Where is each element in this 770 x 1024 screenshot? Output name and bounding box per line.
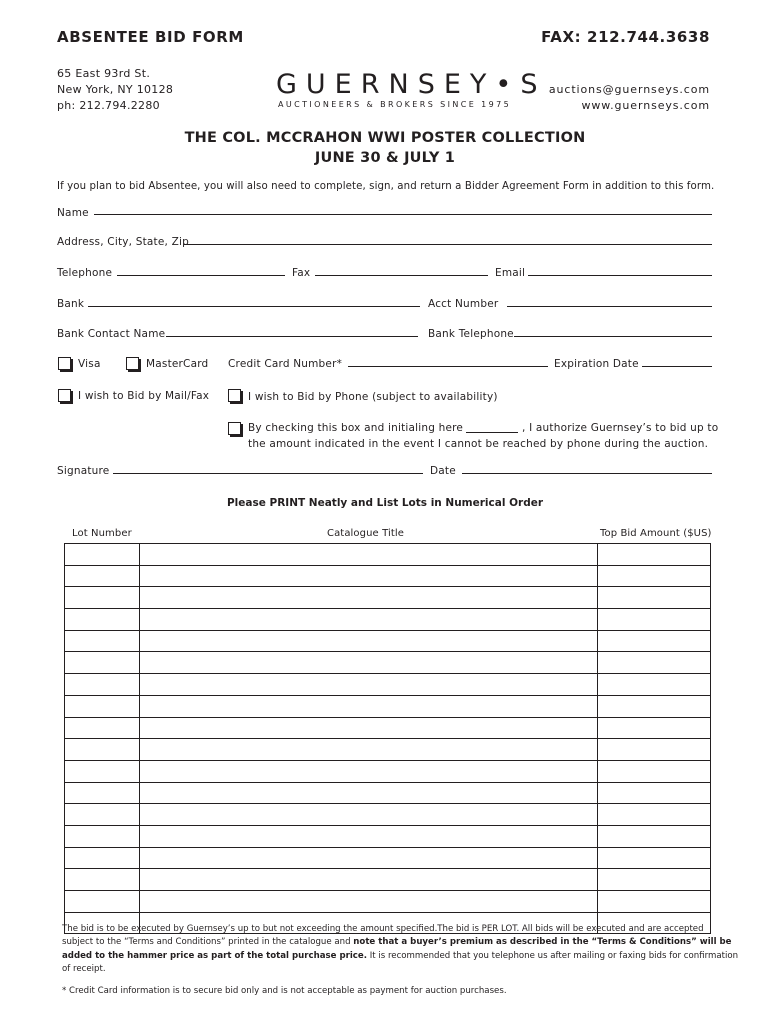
print-instructions: Please PRINT Neatly and List Lots in Numerical Order [226,497,544,509]
lot-row [65,847,711,869]
acct-number-field[interactable] [507,306,712,307]
acct-number-label: Acct Number [428,298,499,310]
top-bid-cell[interactable] [598,609,711,631]
top-bid-cell[interactable] [598,695,711,717]
catalogue-title-cell[interactable] [139,782,597,804]
visa-checkbox[interactable] [58,357,71,370]
top-bid-cell[interactable] [598,587,711,609]
top-bid-cell[interactable] [598,782,711,804]
catalogue-title-cell[interactable] [139,717,597,739]
initials-field[interactable] [466,432,518,433]
top-bid-cell[interactable] [598,674,711,696]
lot-row [65,609,711,631]
catalogue-title-cell[interactable] [139,587,597,609]
visa-label: Visa [78,358,101,370]
telephone-field[interactable] [117,275,285,276]
phone-bid-label: I wish to Bid by Phone (subject to availability) [248,391,498,403]
lot-number-cell[interactable] [65,544,140,566]
catalogue-title-cell[interactable] [139,869,597,891]
address-line-1: 65 East 93rd St. [57,67,151,80]
company-logo: GUERNSEY•S [276,69,547,100]
form-title: ABSENTEE BID FORM [57,28,244,46]
lot-number-cell[interactable] [65,891,140,913]
authorize-line-2: the amount indicated in the event I cannot be reached by phone during the auction. [248,438,709,450]
lot-number-cell[interactable] [65,587,140,609]
lot-number-cell[interactable] [65,630,140,652]
mail-fax-label: I wish to Bid by Mail/Fax [78,390,210,402]
bank-label: Bank [57,298,85,310]
credit-card-field[interactable] [348,366,548,367]
lot-number-cell[interactable] [65,804,140,826]
lot-row [65,760,711,782]
lot-number-cell[interactable] [65,782,140,804]
address-label: Address, City, State, Zip [57,236,189,248]
lot-number-cell[interactable] [65,847,140,869]
lot-number-cell[interactable] [65,760,140,782]
top-bid-cell[interactable] [598,630,711,652]
fax-field[interactable] [315,275,488,276]
authorize-label-cont: , I authorize Guernsey’s to bid up to [522,422,719,434]
bank-telephone-label: Bank Telephone [428,328,514,340]
lot-row [65,695,711,717]
address-line-2: New York, NY 10128 [57,83,174,96]
terms-line-3 [62,950,738,963]
lot-number-cell[interactable] [65,825,140,847]
top-bid-cell[interactable] [598,825,711,847]
catalogue-title-cell[interactable] [139,652,597,674]
top-bid-cell[interactable] [598,717,711,739]
lot-number-cell[interactable] [65,695,140,717]
terms-line-2 [62,936,738,949]
catalogue-title-cell[interactable] [139,847,597,869]
lot-row [65,544,711,566]
top-bid-cell[interactable] [598,804,711,826]
catalogue-title-cell[interactable] [139,891,597,913]
catalogue-title-cell[interactable] [139,565,597,587]
collection-title: THE COL. MCCRAHON WWI POSTER COLLECTION [184,130,586,146]
top-bid-cell[interactable] [598,739,711,761]
top-bid-header: Top Bid Amount ($US) [600,528,712,539]
telephone-label: Telephone [57,267,113,279]
mail-fax-checkbox[interactable] [58,389,71,402]
mastercard-checkbox[interactable] [126,357,139,370]
top-bid-cell[interactable] [598,565,711,587]
credit-card-label: Credit Card Number* [228,358,343,370]
lot-row [65,565,711,587]
auction-dates: JUNE 30 & JULY 1 [314,150,456,166]
lot-number-cell[interactable] [65,674,140,696]
catalogue-title-header: Catalogue Title [327,528,405,539]
expiration-field[interactable] [642,366,712,367]
intro-text: If you plan to bid Absentee, you will also need to complete, sign, and return a Bidder Agreement Form in addition to this form. [57,181,715,192]
catalogue-title-cell[interactable] [139,544,597,566]
top-bid-cell[interactable] [598,847,711,869]
lot-number-cell[interactable] [65,739,140,761]
premium-note: note that a buyer’s premium as described in the “Terms & Conditions” will be [353,937,732,948]
lot-row [65,869,711,891]
terms-line-3-text: It is recommended that you telephone us after mailing or faxing bids for confirmation [366,950,739,961]
lot-row [65,652,711,674]
catalogue-title-cell[interactable] [139,674,597,696]
terms-line-2-text: subject to the “Terms and Conditions” printed in the catalogue and [62,937,354,948]
top-bid-cell[interactable] [598,652,711,674]
lot-number-cell[interactable] [65,869,140,891]
signature-label: Signature [57,465,110,477]
catalogue-title-cell[interactable] [139,760,597,782]
lot-number-cell[interactable] [65,717,140,739]
lot-number-cell[interactable] [65,652,140,674]
authorize-checkbox[interactable] [228,422,241,435]
top-bid-cell[interactable] [598,869,711,891]
lot-row [65,717,711,739]
lot-row [65,739,711,761]
phone-number: ph: 212.794.2280 [57,99,160,112]
catalogue-title-cell[interactable] [139,609,597,631]
lot-row [65,587,711,609]
lot-row [65,630,711,652]
website: www.guernseys.com [581,99,710,112]
catalogue-title-cell[interactable] [139,825,597,847]
catalogue-title-cell[interactable] [139,695,597,717]
authorize-label: By checking this box and initialing here [248,422,464,434]
expiration-label: Expiration Date [554,358,639,370]
company-tagline: AUCTIONEERS & BROKERS SINCE 1975 [278,100,512,109]
credit-card-disclaimer: * Credit Card information is to secure bid only and is not acceptable as payment for auction purchases. [62,986,507,996]
lot-row [65,782,711,804]
date-field[interactable] [462,473,712,474]
top-bid-cell[interactable] [598,760,711,782]
lot-row [65,804,711,826]
phone-bid-checkbox[interactable] [228,389,241,402]
terms-paragraph [62,923,738,977]
bank-telephone-field[interactable] [514,336,712,337]
bank-field[interactable] [88,306,420,307]
contact-block [549,82,710,114]
premium-note-cont: added to the hammer price as part of the total purchase price. [62,950,367,961]
lot-number-cell[interactable] [65,565,140,587]
catalogue-title-cell[interactable] [139,739,597,761]
date-label: Date [430,465,456,477]
lot-number-header: Lot Number [72,528,132,539]
mastercard-label: MasterCard [146,358,209,370]
address-field[interactable] [184,244,712,245]
bank-contact-field[interactable] [166,336,418,337]
top-bid-cell[interactable] [598,891,711,913]
email-address: auctions@guernseys.com [548,83,710,96]
fax-label: Fax [292,267,311,279]
bank-contact-label: Bank Contact Name [57,328,166,340]
lot-number-cell[interactable] [65,609,140,631]
catalogue-title-cell[interactable] [139,804,597,826]
signature-field[interactable] [113,473,423,474]
terms-line-1: The bid is to be executed by Guernsey’s up to but not exceeding the amount specified.The bid is PER LOT. All bids will be executed and are accepted [62,924,704,934]
top-bid-cell[interactable] [598,544,711,566]
terms-line-4: of receipt. [62,964,106,975]
name-label: Name [57,207,89,219]
lot-row [65,825,711,847]
email-label: Email [495,267,526,279]
lot-row [65,891,711,913]
catalogue-title-cell[interactable] [139,630,597,652]
address-block [57,66,173,114]
email-field[interactable] [528,275,712,276]
fax-number: FAX: 212.744.3638 [541,28,710,46]
lots-table [64,543,711,934]
lot-row [65,674,711,696]
name-field[interactable] [94,214,712,215]
